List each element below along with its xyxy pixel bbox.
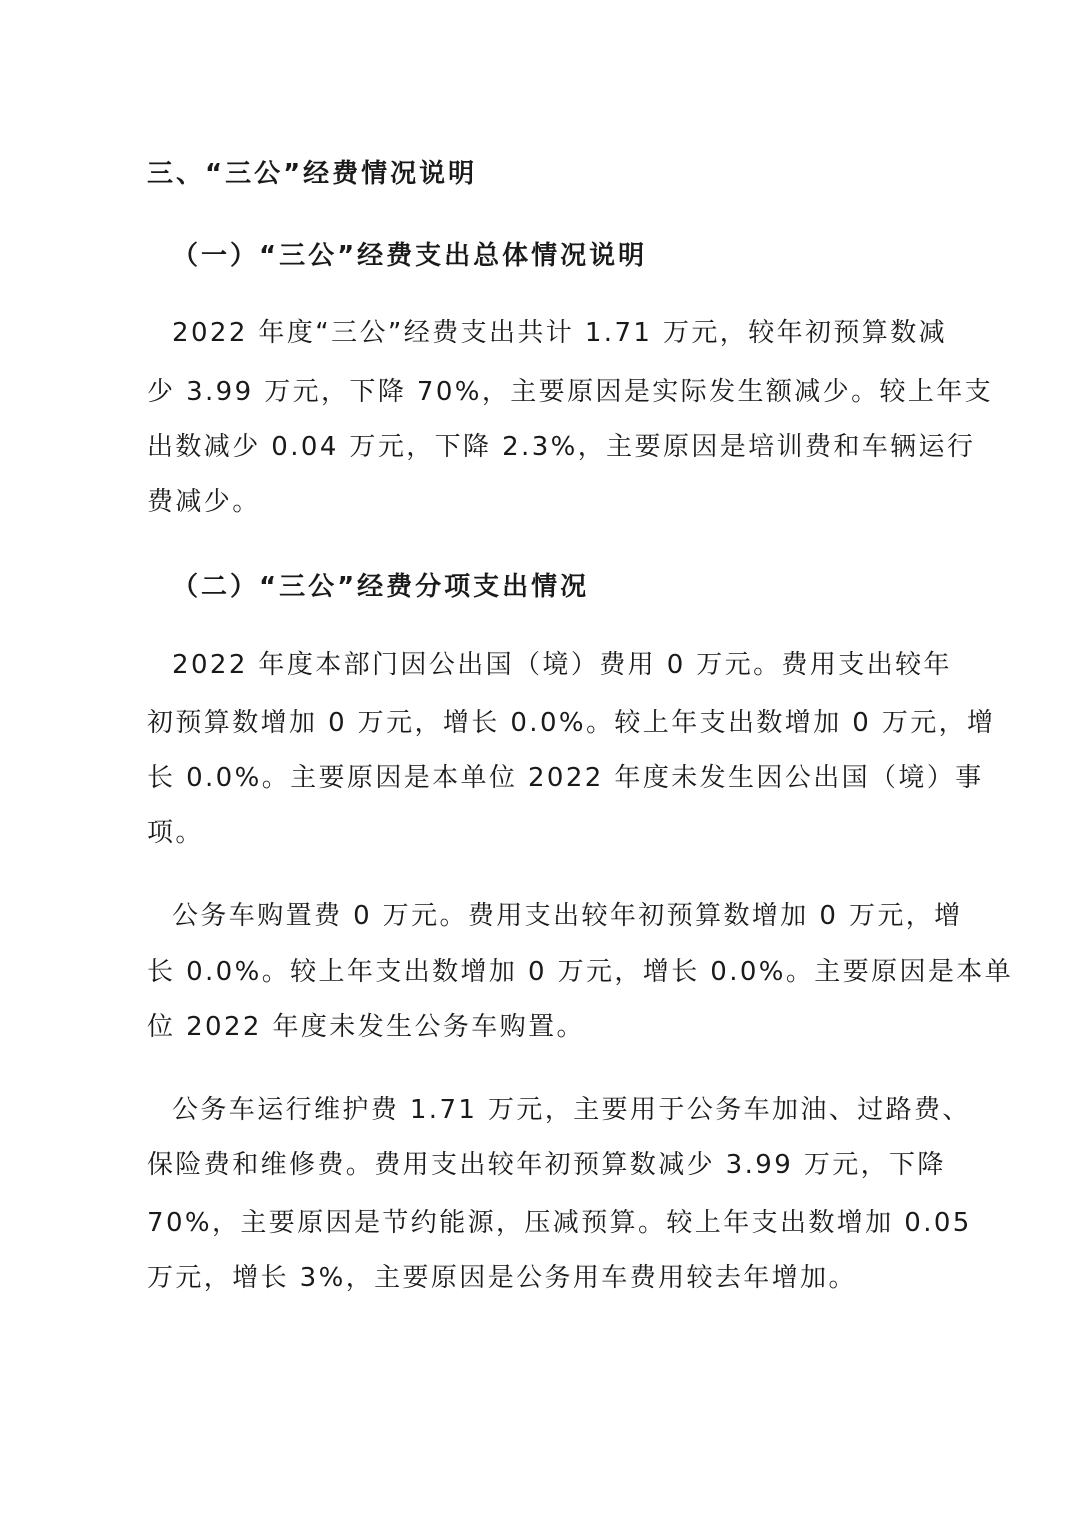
sub1-line-4: 费减少。 — [147, 487, 261, 517]
sub2-para3-line-4: 万元，增长 3%，主要原因是公务用车费用较去年增加。 — [147, 1263, 857, 1293]
sub2-para1-line-1: 2022 年度本部门因公出国（境）费用 0 万元。费用支出较年 — [172, 650, 952, 680]
sub2-para1-line-3: 长 0.0%。主要原因是本单位 2022 年度未发生因公出国（境）事 — [147, 763, 984, 793]
sub1-line-1: 2022 年度“三公”经费支出共计 1.71 万元，较年初预算数减 — [172, 318, 947, 348]
subsection-2-title: （二）“三公”经费分项支出情况 — [172, 572, 590, 602]
section-title: 三、“三公”经费情况说明 — [147, 159, 478, 189]
sub2-para3-line-2: 保险费和维修费。费用支出较年初预算数减少 3.99 万元，下降 — [147, 1150, 946, 1180]
sub2-para1-line-4: 项。 — [147, 818, 204, 848]
sub1-line-3: 出数减少 0.04 万元，下降 2.3%，主要原因是培训费和车辆运行 — [147, 432, 976, 462]
subsection-1-title: （一）“三公”经费支出总体情况说明 — [172, 241, 648, 271]
sub2-para1-line-2: 初预算数增加 0 万元，增长 0.0%。较上年支出数增加 0 万元，增 — [147, 708, 996, 738]
sub2-para3-line-3: 70%，主要原因是节约能源，压减预算。较上年支出数增加 0.05 — [147, 1208, 972, 1238]
sub2-para3-line-1: 公务车运行维护费 1.71 万元，主要用于公务车加油、过路费、 — [172, 1095, 971, 1125]
sub2-para2-line-3: 位 2022 年度未发生公务车购置。 — [147, 1012, 585, 1042]
sub2-para2-line-1: 公务车购置费 0 万元。费用支出较年初预算数增加 0 万元，增 — [172, 901, 963, 931]
sub2-para2-line-2: 长 0.0%。较上年支出数增加 0 万元，增长 0.0%。主要原因是本单 — [147, 957, 1014, 987]
sub1-line-2: 少 3.99 万元，下降 70%，主要原因是实际发生额减少。较上年支 — [147, 377, 994, 407]
